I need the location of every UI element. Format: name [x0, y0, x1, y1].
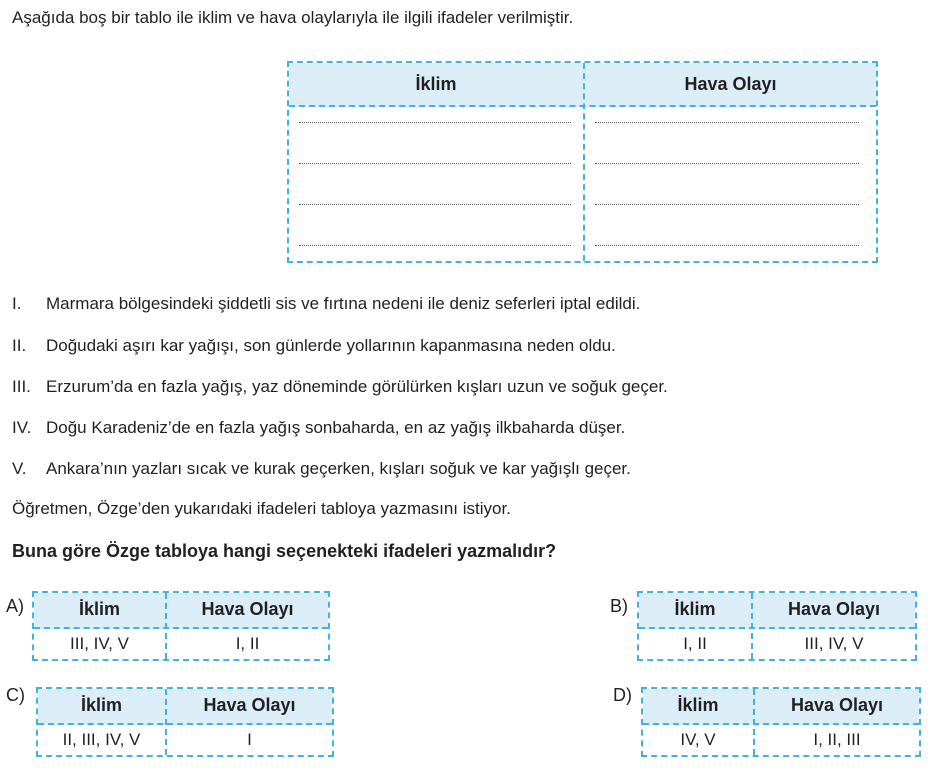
option-b-climate-value: I, II [683, 634, 707, 653]
option-a-letter[interactable]: A) [6, 596, 24, 616]
option-b-letter[interactable]: B) [610, 596, 628, 616]
option-a-table[interactable] [32, 591, 330, 661]
statement-3 [12, 377, 668, 397]
option-c-letter[interactable]: C) [6, 685, 25, 705]
statement-5 [12, 459, 631, 479]
blank-line-climate-3[interactable] [299, 204, 571, 205]
statement-4 [12, 418, 625, 438]
option-d-letter[interactable]: D) [613, 685, 632, 705]
option-d-table[interactable] [641, 687, 921, 757]
option-a-climate-value: III, IV, V [70, 634, 129, 653]
blank-line-climate-2[interactable] [299, 163, 571, 164]
column-divider [583, 63, 585, 261]
option-d-header-climate: İklim [677, 695, 719, 715]
statement-number: IV. [12, 418, 32, 437]
empty-table [287, 61, 878, 263]
option-b-header-climate: İklim [674, 599, 716, 619]
option-b-header-weather: Hava Olayı [787, 599, 881, 619]
option-d-header-weather: Hava Olayı [790, 695, 884, 715]
option-b-weather-value: III, IV, V [804, 634, 864, 653]
option-a-header-climate: İklim [78, 599, 121, 619]
header-climate: İklim [415, 74, 457, 94]
blank-line-weather-2[interactable] [595, 163, 859, 164]
blank-line-climate-1[interactable] [299, 122, 571, 123]
option-d-climate-value: IV, V [680, 730, 716, 749]
option-c-weather-value: I [247, 730, 252, 749]
statement-number: III. [12, 377, 31, 396]
statement-text: Marmara bölgesindeki şiddetli sis ve fırtına nedeni ile deniz seferleri iptal edildi. [46, 294, 641, 313]
teacher-note: Öğretmen, Özge’den yukarıdaki ifadeleri tabloya yazmasını istiyor. [12, 499, 511, 518]
blank-line-climate-4[interactable] [299, 245, 571, 246]
option-c-table[interactable] [36, 687, 334, 757]
option-b-table[interactable] [637, 591, 917, 661]
blank-line-weather-3[interactable] [595, 204, 859, 205]
statement-text: Doğudaki aşırı kar yağışı, son günlerde yollarının kapanmasına neden oldu. [46, 336, 616, 355]
option-c-climate-value: II, III, IV, V [62, 730, 141, 749]
statement-text: Doğu Karadeniz’de en fazla yağış sonbaharda, en az yağış ilkbaharda düşer. [46, 418, 626, 437]
blank-line-weather-1[interactable] [595, 122, 859, 123]
statement-number: II. [12, 336, 27, 355]
option-c-header-weather: Hava Olayı [203, 695, 296, 715]
option-a-header-weather: Hava Olayı [201, 599, 294, 619]
statement-number: I. [12, 294, 22, 313]
blank-line-weather-4[interactable] [595, 245, 859, 246]
option-c-header-climate: İklim [80, 695, 123, 715]
option-a-weather-value: I, II [235, 634, 260, 653]
question-text: Buna göre Özge tabloya hangi seçenekteki ifadeleri yazmalıdır? [12, 541, 557, 561]
statement-2 [12, 336, 616, 356]
intro-text: Aşağıda boş bir tablo ile iklim ve hava olaylarıyla ile ilgili ifadeler verilmiştir. [12, 8, 574, 27]
statement-number: V. [12, 459, 27, 478]
option-d-weather-value: I, II, III [813, 730, 861, 749]
statement-1 [12, 294, 640, 314]
statement-text: Erzurum’da en fazla yağış, yaz döneminde görülürken kışları uzun ve soğuk geçer. [46, 377, 668, 396]
header-weather-event: Hava Olayı [684, 74, 777, 94]
statement-text: Ankara’nın yazları sıcak ve kurak geçerken, kışları soğuk ve kar yağışlı geçer. [46, 459, 631, 478]
